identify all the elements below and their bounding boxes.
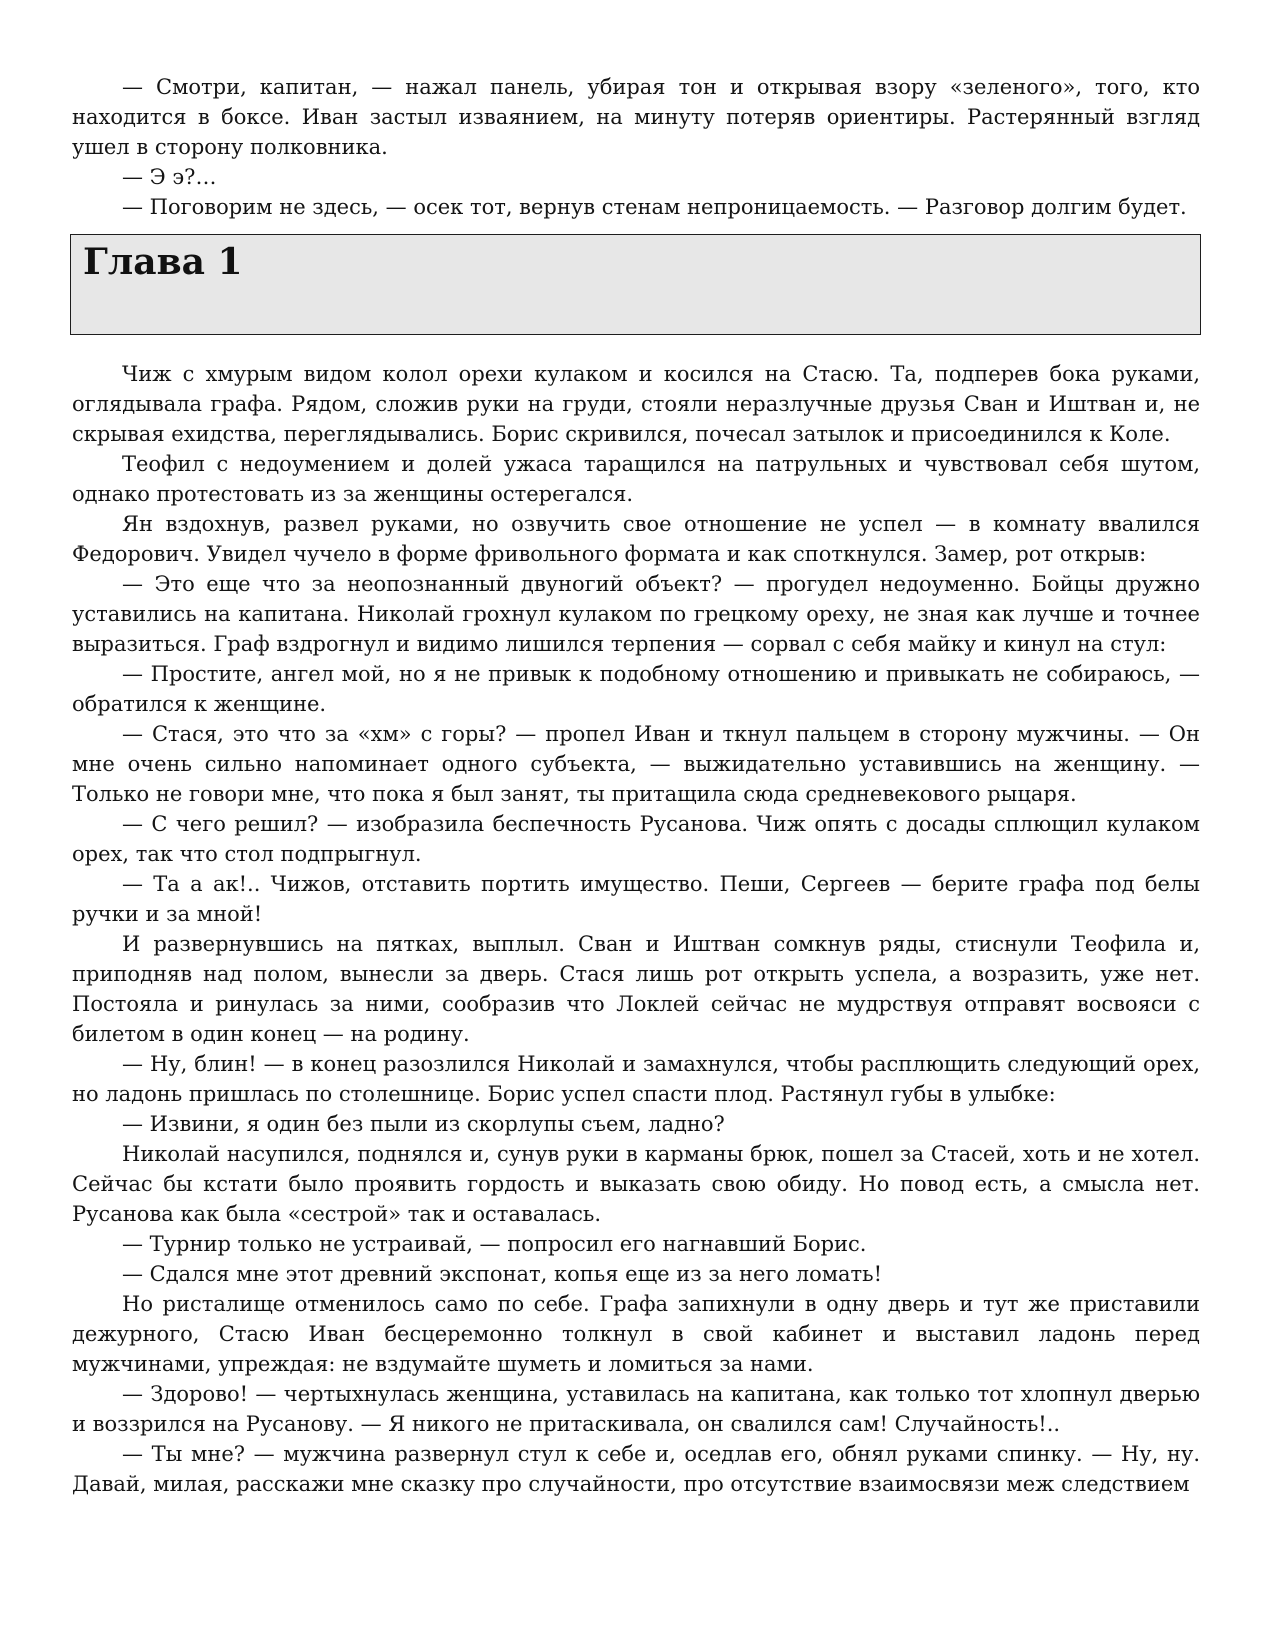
chapter-heading-box [70,234,1201,335]
document-page [72,72,1200,1499]
paragraph: Теофил с недоумением и долей ужаса таращился на патрульных и чувствовал себя шутом, однако протестовать из за женщины остерегался. [72,452,1200,506]
paragraph: — Это еще что за неопознанный двуногий объект? — прогудел недоуменно. Бойцы дружно уставились на капитана. Николай грохнул кулаком по грецкому ореху, не зная как лучше и точнее выразиться. Граф вздрогнул и видимо лишился терпения — сорвал с себя майку и кинул на стул: [72,572,1200,656]
chapter-title: Глава 1 [83,241,243,283]
paragraph: Но ристалище отменилось само по себе. Графа запихнули в одну дверь и тут же приставили дежурного, Стасю Иван бесцеремонно толкнул в свой кабинет и выставил ладонь перед мужчинами, упреждая: не вздумайте шуметь и ломиться за нами. [72,1292,1200,1376]
paragraph: Ян вздохнув, развел руками, но озвучить свое отношение не успел — в комнату ввалился Федорович. Увидел чучело в форме фривольного формата и как споткнулся. Замер, рот открыв: [72,512,1200,566]
paragraph: — Э э?… [122,165,217,189]
paragraph: Чиж с хмурым видом колол орехи кулаком и косился на Стасю. Та, подперев бока руками, оглядывала графа. Рядом, сложив руки на груди, стояли неразлучные друзья Сван и Иштван и, не скрывая ехидства, переглядывались. Борис скривился, почесал затылок и присоединился к Коле. [72,362,1200,446]
paragraph: — Поговорим не здесь, — осек тот, вернув стенам непроницаемость. — Разговор долгим будет. [122,195,1187,219]
paragraph: — Стася, это что за «хм» с горы? — пропел Иван и ткнул пальцем в сторону мужчины. — Он мне очень сильно напоминает одного субъекта, — выжидательно уставившись на женщину. — Только не говори мне, что пока я был занят, ты притащила сюда средневекового рыцаря. [72,722,1200,806]
paragraph: И развернувшись на пятках, выплыл. Сван и Иштван сомкнув ряды, стиснули Теофила и, приподняв над полом, вынесли за дверь. Стася лишь рот открыть успела, а возразить, уже нет. Постояла и ринулась за ними, сообразив что Локлей сейчас не мудрствуя отправят восвояси с билетом в один конец — на родину. [72,932,1200,1046]
paragraph: — С чего решил? — изобразила беспечность Русанова. Чиж опять с досады сплющил кулаком орех, так что стол подпрыгнул. [72,812,1200,866]
paragraph: — Турнир только не устраивай, — попросил его нагнавший Борис. [122,1232,867,1256]
paragraph: — Здорово! — чертыхнулась женщина, уставилась на капитана, как только тот хлопнул дверью и воззрился на Русанову. — Я никого не притаскивала, он свалился сам! Случайность!.. [72,1382,1200,1436]
paragraph: — Простите, ангел мой, но я не привык к подобному отношению и привыкать не собираюсь, — обратился к женщине. [72,662,1200,716]
paragraph: — Ну, блин! — в конец разозлился Николай и замахнулся, чтобы расплющить следующий орех, но ладонь пришлась по столешнице. Борис успел спасти плод. Растянул губы в улыбке: [72,1052,1200,1106]
paragraph: — Ты мне? — мужчина развернул стул к себе и, оседлав его, обнял руками спинку. — Ну, ну. Давай, милая, расскажи мне сказку про случайности, про отсутствие взаимосвязи меж следствием [72,1442,1200,1496]
paragraph: — Извини, я один без пыли из скорлупы съем, ладно? [122,1112,725,1136]
paragraph: Николай насупился, поднялся и, сунув руки в карманы брюк, пошел за Стасей, хоть и не хотел. Сейчас бы кстати было проявить гордость и выказать свою обиду. Но повод есть, а смысла нет. Русанова как была «сестрой» так и оставалась. [72,1142,1200,1226]
paragraph: — Смотри, капитан, — нажал панель, убирая тон и открывая взору «зеленого», того, кто находится в боксе. Иван застыл изваянием, на минуту потеряв ориентиры. Растерянный взгляд ушел в сторону полковника. [72,75,1200,159]
paragraph: — Сдался мне этот древний экспонат, копья еще из за него ломать! [122,1262,883,1286]
paragraph: — Та а ак!.. Чижов, отставить портить имущество. Пеши, Сергеев — берите графа под белы ручки и за мной! [72,872,1200,926]
